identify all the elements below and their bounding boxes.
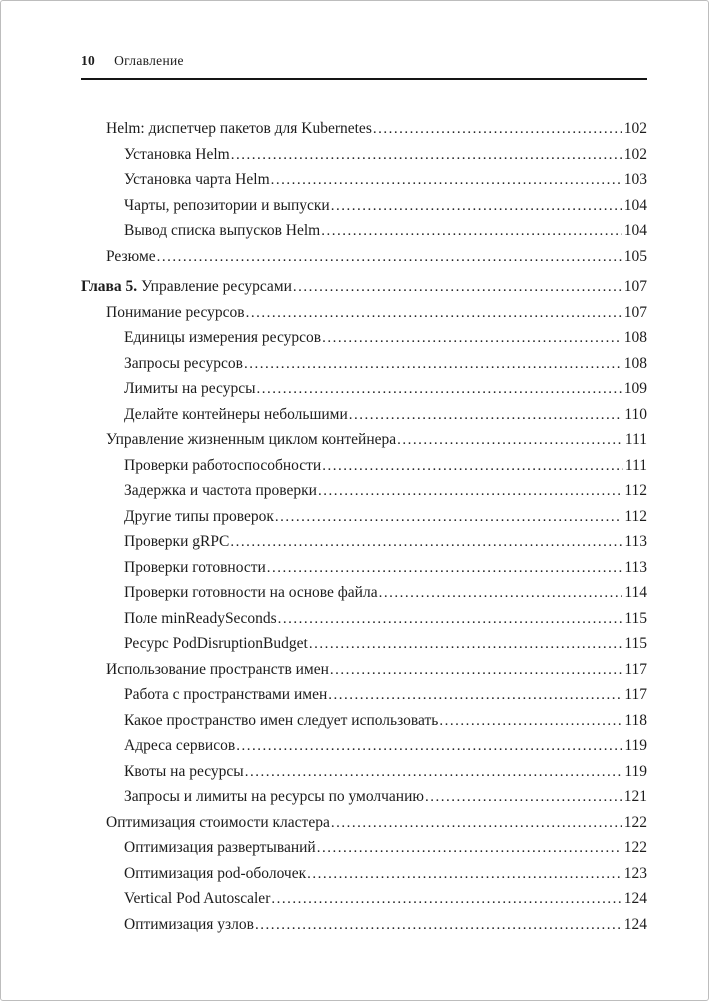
toc-entry-page-number: 111 <box>624 456 647 474</box>
dot-leader <box>321 223 622 240</box>
toc-entry <box>81 713 647 730</box>
toc-entry-title: Оптимизация стоимости кластера <box>106 813 330 831</box>
dot-leader <box>157 249 622 266</box>
toc-entry-page-number: 123 <box>623 864 647 882</box>
toc-entry-label <box>124 534 229 550</box>
dot-leader <box>246 305 622 322</box>
toc-entry-page-number: 124 <box>623 915 647 933</box>
dot-leader <box>397 432 623 449</box>
toc-entry-page-number: 121 <box>623 788 647 805</box>
page-header <box>81 53 647 69</box>
toc-entry-title: Оптимизация развертываний <box>124 839 316 856</box>
toc-entry <box>81 611 647 628</box>
toc-entry <box>81 330 647 347</box>
toc-entry-label <box>124 713 438 729</box>
toc-entry-page-number: 113 <box>624 558 647 576</box>
dot-leader <box>349 407 623 424</box>
toc-entry-page-number: 110 <box>624 405 647 423</box>
toc-entry-title: Резюме <box>106 247 156 265</box>
toc-entry <box>81 121 647 138</box>
toc-entry-label <box>124 917 254 933</box>
toc-entry-page-number: 104 <box>623 222 647 239</box>
toc-entry-page-number: 108 <box>623 329 647 346</box>
toc-entry <box>81 534 647 551</box>
dot-leader <box>244 356 622 373</box>
dot-leader <box>330 662 622 679</box>
toc-entry-label <box>124 356 243 372</box>
dot-leader <box>267 560 623 577</box>
toc-entry-page-number: 104 <box>623 196 647 214</box>
dot-leader <box>245 764 623 781</box>
toc-entry <box>81 305 647 322</box>
toc-entry-page-number: 114 <box>624 584 647 601</box>
toc-entry-page-number: 113 <box>624 533 647 550</box>
toc-entry-label <box>106 662 329 678</box>
dot-leader <box>331 815 622 832</box>
toc-entry-label <box>124 172 270 188</box>
toc-entry <box>81 917 647 934</box>
toc-entry-page-number: 111 <box>624 431 647 448</box>
toc-entry-title: Управление жизненным циклом контейнера <box>106 431 397 448</box>
toc-entry-label <box>106 249 156 265</box>
toc-entry-title: Управление ресурсами <box>141 278 292 295</box>
dot-leader <box>271 172 622 189</box>
toc-entry-page-number: 109 <box>623 380 647 397</box>
toc-entry-label <box>124 585 378 601</box>
toc-entry-title: Запросы ресурсов <box>124 354 243 372</box>
toc-entry-title: Vertical Pod Autoscaler <box>124 890 271 907</box>
toc-entry-label <box>124 198 330 214</box>
toc-entry-title: Задержка и частота проверки <box>124 482 317 499</box>
toc-entry <box>81 662 647 679</box>
dot-leader <box>293 279 622 296</box>
toc-entry <box>81 509 647 526</box>
toc-entry-page-number: 102 <box>623 120 647 137</box>
toc-entry-label <box>124 560 266 576</box>
dot-leader <box>425 789 622 806</box>
toc-entry-label <box>106 815 330 831</box>
toc-entry-title: Helm: диспетчер пакетов для Kubernetes <box>106 120 372 137</box>
toc-entry-page-number: 107 <box>623 303 647 321</box>
toc-entry <box>81 585 647 602</box>
toc-entry-title: Адреса сервисов <box>124 737 236 754</box>
toc-entry <box>81 198 647 215</box>
toc-entry-label <box>124 458 321 474</box>
toc-entry-page-number: 119 <box>624 762 647 780</box>
toc-entry-title: Ресурс PodDisruptionBudget <box>124 635 308 652</box>
toc-entry-page-number: 119 <box>624 737 647 754</box>
toc-entry <box>81 483 647 500</box>
dot-leader <box>379 585 623 602</box>
dot-leader <box>309 636 622 653</box>
dot-leader <box>317 840 622 857</box>
toc-entry-page-number: 112 <box>624 507 647 525</box>
toc-entry <box>81 636 647 653</box>
toc-entry <box>81 891 647 908</box>
toc-entry-title: Вывод списка выпусков Helm <box>124 222 321 239</box>
dot-leader <box>318 483 622 500</box>
toc-entry <box>81 381 647 398</box>
toc-entry-label <box>124 483 317 499</box>
toc-entry <box>81 356 647 373</box>
dot-leader <box>307 866 622 883</box>
toc-entry-title: Запросы и лимиты на ресурсы по умолчанию <box>124 788 424 805</box>
toc-entry-title: Какое пространство имен следует использовать <box>124 711 439 729</box>
toc-entry-title: Установка чарта Helm <box>124 171 270 188</box>
dot-leader <box>257 381 622 398</box>
toc-entry-title: Понимание ресурсов <box>106 303 245 321</box>
toc-entry-page-number: 105 <box>623 247 647 265</box>
dot-leader <box>231 147 622 164</box>
toc-entry-label <box>124 789 424 805</box>
toc-entry <box>81 560 647 577</box>
dot-leader <box>331 198 622 215</box>
toc-entry-label <box>81 279 292 295</box>
dot-leader <box>373 121 622 138</box>
dot-leader <box>278 611 623 628</box>
toc-entry-title: Делайте контейнеры небольшими <box>124 405 348 423</box>
toc-entry <box>81 815 647 832</box>
toc-entry <box>81 458 647 475</box>
toc-entry <box>81 840 647 857</box>
toc-entry-page-number: 115 <box>624 635 647 652</box>
toc-entry-title: Использование пространств имен <box>106 660 329 678</box>
toc-entry-label <box>124 223 320 239</box>
dot-leader <box>322 458 623 475</box>
toc-entry <box>81 866 647 883</box>
toc-entry-label <box>124 381 256 397</box>
dot-leader <box>271 891 621 908</box>
toc-entry-title: Другие типы проверок <box>124 507 274 525</box>
toc-list <box>81 121 647 933</box>
toc-entry <box>81 407 647 424</box>
toc-entry <box>81 432 647 449</box>
toc-entry-title: Чарты, репозитории и выпуски <box>124 196 330 214</box>
toc-entry-title: Проверки готовности на основе файла <box>124 584 378 601</box>
toc-entry <box>81 687 647 704</box>
toc-entry-title: Лимиты на ресурсы <box>124 380 256 397</box>
toc-entry <box>81 279 647 296</box>
dot-leader <box>236 738 622 755</box>
dot-leader <box>328 687 622 704</box>
toc-entry-title: Единицы измерения ресурсов <box>124 329 322 346</box>
toc-entry-label <box>106 432 396 448</box>
toc-entry-page-number: 107 <box>623 278 647 295</box>
toc-entry-title: Проверки работоспособности <box>124 456 322 474</box>
dot-leader <box>275 509 622 526</box>
toc-entry-page-number: 103 <box>623 171 647 188</box>
toc-entry-label <box>124 147 230 163</box>
toc-entry-label <box>124 891 270 907</box>
toc-entry-page-number: 117 <box>624 660 647 678</box>
toc-entry-page-number: 115 <box>624 609 647 627</box>
toc-entry-title: Оптимизация узлов <box>124 915 254 933</box>
toc-entry-chapter-prefix: Глава 5. <box>81 278 142 295</box>
toc-entry-title: Работа с пространствами имен <box>124 686 328 703</box>
running-head-title: Оглавление <box>114 53 184 68</box>
dot-leader <box>230 534 622 551</box>
toc-entry-page-number: 124 <box>623 890 647 907</box>
toc-entry <box>81 172 647 189</box>
toc-entry <box>81 147 647 164</box>
toc-entry-title: Квоты на ресурсы <box>124 762 244 780</box>
toc-entry-title: Проверки gRPC <box>124 533 230 550</box>
toc-entry-title: Поле minReadySeconds <box>124 609 277 627</box>
toc-entry-page-number: 122 <box>623 839 647 856</box>
toc-entry-page-number: 112 <box>624 482 647 499</box>
header-rule <box>81 78 647 80</box>
toc-entry <box>81 738 647 755</box>
toc-entry-page-number: 117 <box>624 686 647 703</box>
toc-entry <box>81 223 647 240</box>
toc-entry-label <box>124 611 277 627</box>
dot-leader <box>255 917 622 934</box>
page-number: 10 <box>81 53 96 68</box>
toc-entry-label <box>124 840 316 856</box>
toc-entry-title: Оптимизация pod-оболочек <box>124 864 307 882</box>
toc-entry-label <box>124 866 306 882</box>
toc-entry-page-number: 118 <box>624 711 647 729</box>
toc-entry-page-number: 108 <box>623 354 647 372</box>
dot-leader <box>322 330 622 347</box>
toc-entry-label <box>124 764 244 780</box>
toc-entry-label <box>124 407 348 423</box>
toc-entry-title: Проверки готовности <box>124 558 266 576</box>
dot-leader <box>439 713 622 730</box>
toc-entry-title: Установка Helm <box>124 145 230 163</box>
toc-entry-label <box>124 687 327 703</box>
toc-entry-page-number: 102 <box>623 145 647 163</box>
toc-entry-label <box>106 305 245 321</box>
toc-entry-page-number: 122 <box>623 813 647 831</box>
toc-entry-label <box>124 509 274 525</box>
toc-entry-label <box>124 330 321 346</box>
toc-entry-label <box>106 121 372 137</box>
toc-entry <box>81 249 647 266</box>
toc-entry-label <box>124 636 308 652</box>
toc-entry <box>81 764 647 781</box>
toc-entry <box>81 789 647 806</box>
toc-entry-label <box>124 738 235 754</box>
